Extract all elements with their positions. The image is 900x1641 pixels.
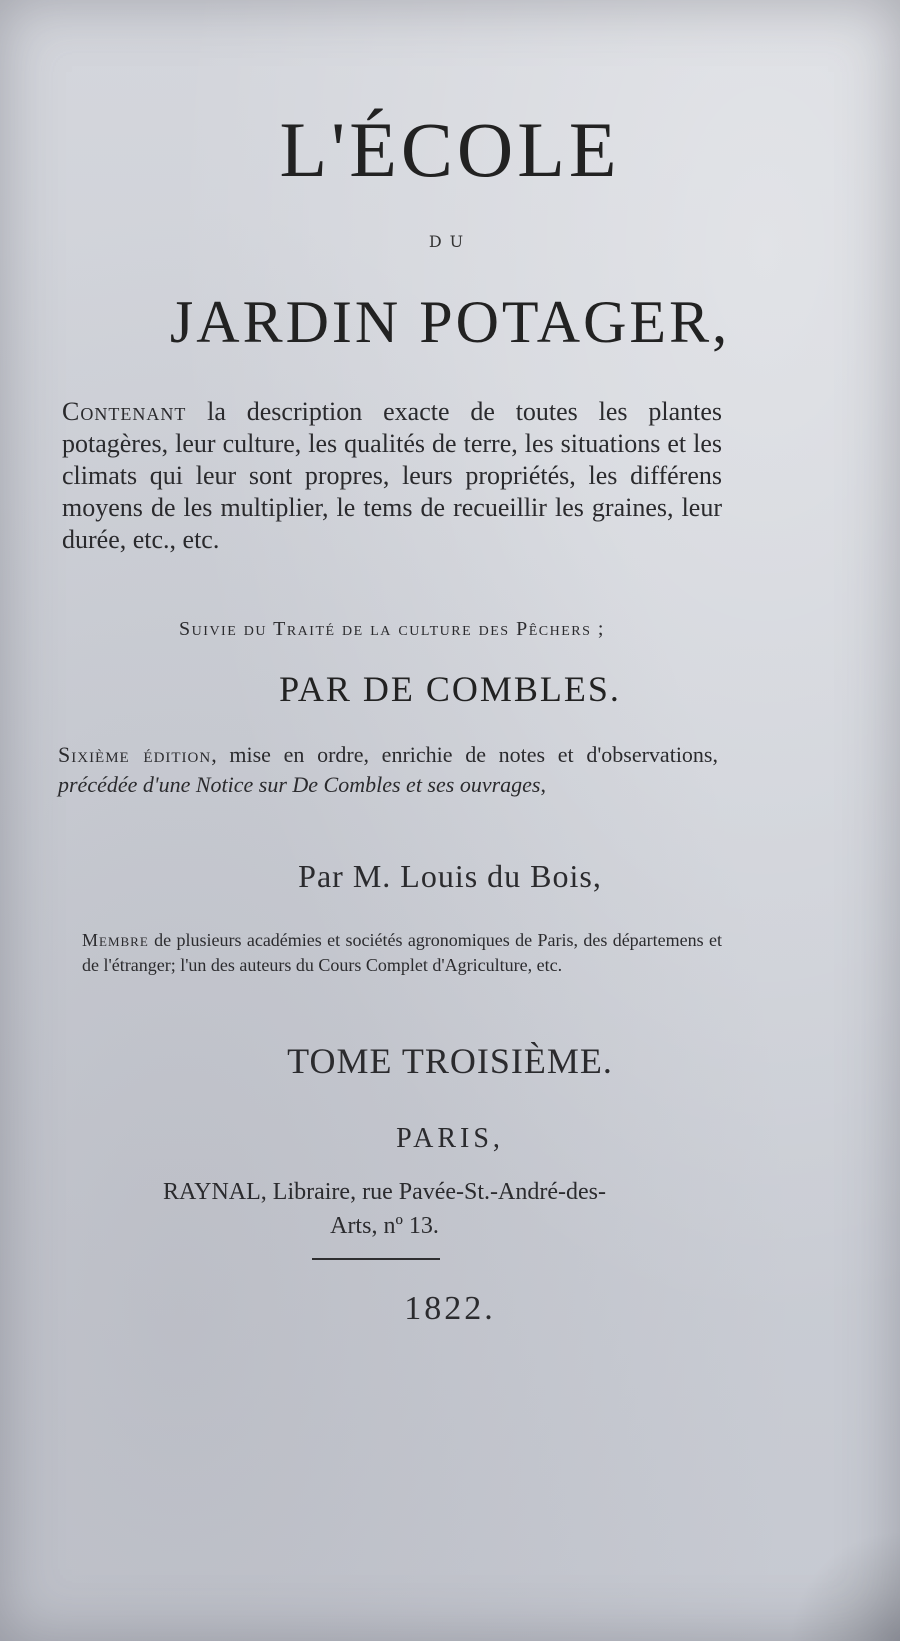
imprint-year: 1822. — [404, 1290, 496, 1327]
imprint-publisher — [52, 1175, 717, 1243]
publisher-line-1: RAYNAL, Libraire, rue Pavée-St.-André-des- — [163, 1179, 606, 1205]
edition-tail: , — [540, 772, 546, 797]
edition-italic: précédée d'une Notice sur De Combles et ses ouvrages — [58, 772, 541, 797]
worn-corner — [790, 1531, 900, 1641]
book-title: L'ÉCOLE — [279, 106, 621, 193]
editor-credentials — [82, 928, 722, 978]
description-paragraph — [62, 396, 722, 556]
divider-rule — [312, 1258, 440, 1260]
credentials-text: de plusieurs académies et sociétés agronomiques de Paris, des départemens et de l'étranger; l'un des auteurs du Cours Complet d'Agriculture, etc. — [82, 930, 722, 975]
edition-lead: Sixième édition — [58, 742, 212, 767]
author-line: PAR DE COMBLES. — [279, 669, 621, 709]
supplement-line: Suivie du Traité de la culture des Pêchers ; — [179, 618, 605, 640]
title-connector: DU — [428, 232, 472, 251]
edition-paragraph — [58, 740, 718, 800]
book-subtitle: JARDIN POTAGER, — [169, 289, 731, 355]
imprint-city: PARIS, — [396, 1123, 504, 1154]
credentials-lead: Membre — [82, 930, 149, 950]
description-text: la description exacte de toutes les plantes potagères, leur culture, les qualités de terre, les situations et les climats qui leur sont propres, leurs propriétés, les différens moyens de les multiplier, le tems de recueillir les graines, leur durée, etc., etc. — [62, 397, 722, 554]
editor-line: Par M. Louis du Bois, — [298, 858, 602, 894]
description-lead: Contenant — [62, 397, 187, 426]
volume-label: TOME TROISIÈME. — [287, 1041, 613, 1081]
edition-text: , mise en ordre, enrichie de notes et d'observations, — [211, 742, 718, 767]
publisher-line-2: Arts, nº 13. — [330, 1213, 439, 1239]
